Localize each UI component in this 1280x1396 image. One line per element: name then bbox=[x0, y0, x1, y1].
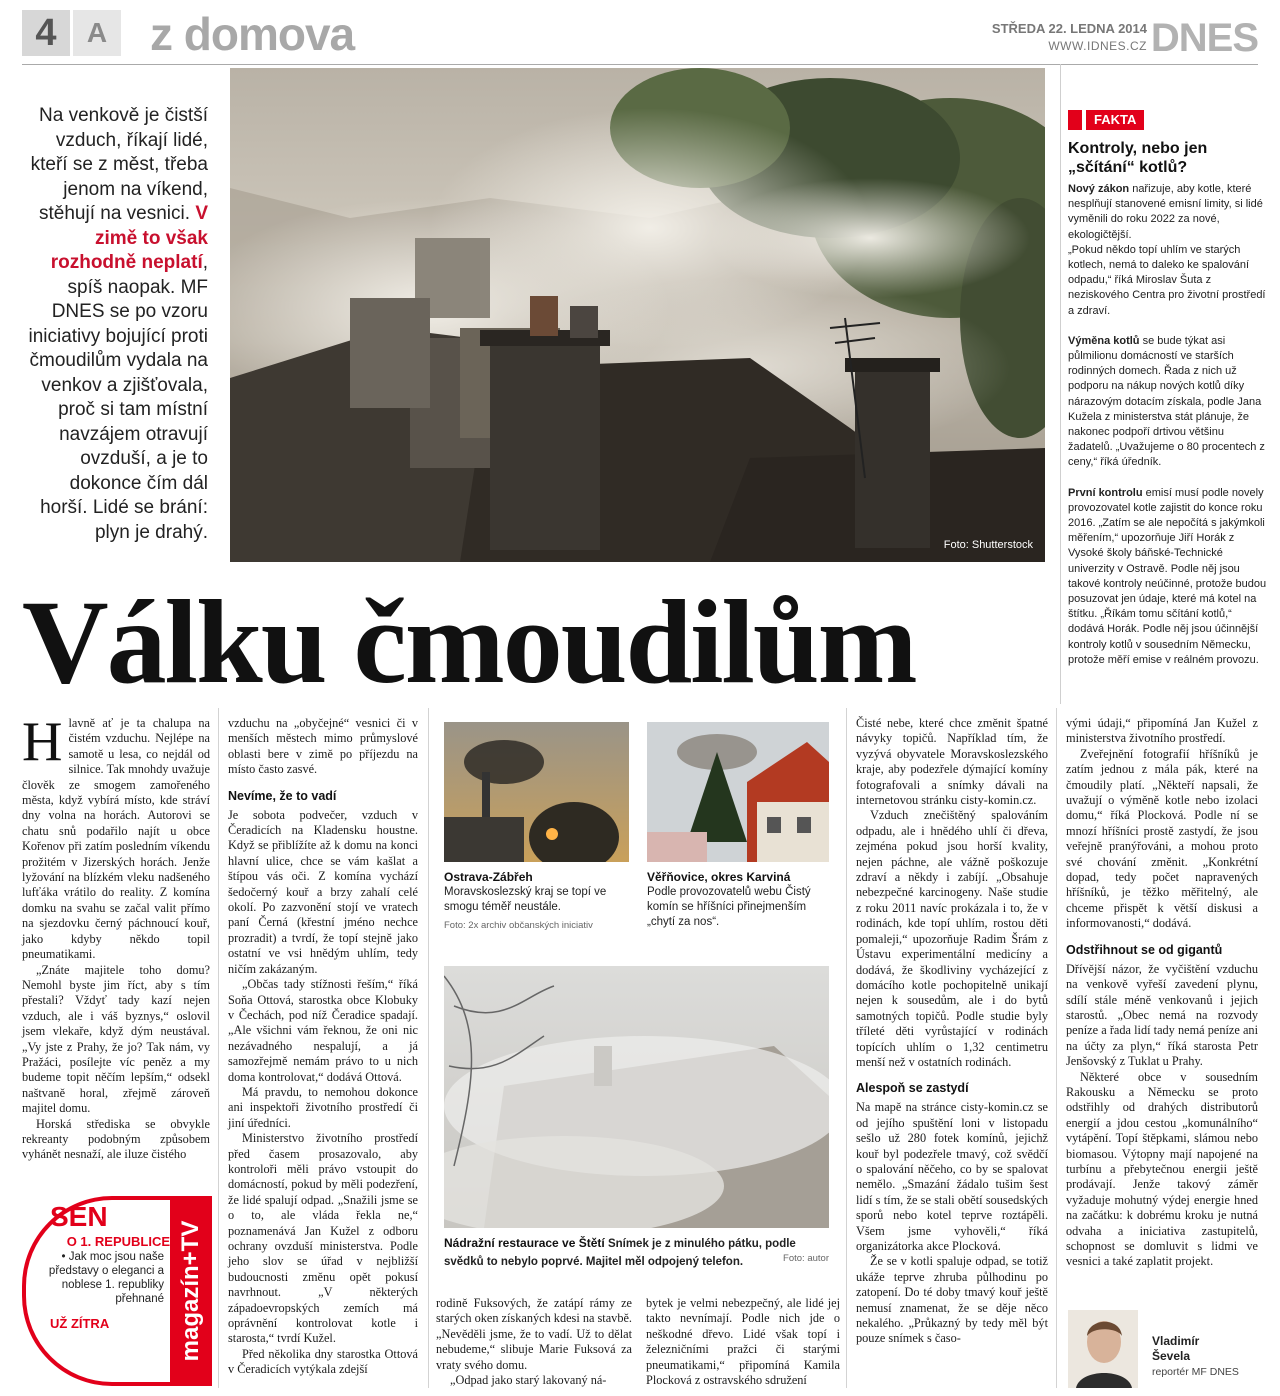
promo-tomorrow: UŽ ZÍTRA bbox=[50, 1316, 110, 1331]
article-paragraph: „Občas tady stížnosti řeším,“ říká Soňa Ottová, starostka obce Klobuky v Čechách, pod níž Čeradice spadají. „Ale všichni vám řeknou, že oni nic nezávadného nespalují, a já samozřejmě nemám právo to u nich doma kontrolovat,“ dodává Ottová. bbox=[228, 977, 418, 1084]
fakta-badge bbox=[1068, 110, 1144, 130]
lead-highlight: V zimě to však rozhodně neplatí bbox=[50, 203, 208, 273]
promo-text: • Jak moc jsou naše představy o eleganci a noblese 1. republiky přehnané bbox=[48, 1251, 164, 1305]
main-photo-credit: Foto: Shutterstock bbox=[943, 539, 1033, 551]
caption-text: Snímek je z minulého pátku, podle svědků to nebylo poprvé. Majitel měl odpojený telefon. bbox=[444, 1238, 796, 1268]
dnes-logo: DNES bbox=[1150, 16, 1258, 60]
article-paragraph: „Odpad jako starý lakovaný ná- bbox=[450, 1373, 607, 1388]
subheading: Nevíme, že to vadí bbox=[228, 788, 337, 803]
ostrava-smog-illustration bbox=[444, 722, 629, 862]
vernovice-house-illustration bbox=[647, 722, 829, 862]
article-paragraph: Před několika dny starostka Ottová v Čeradicích vytýkala zdejší bbox=[228, 1346, 418, 1377]
column-divider bbox=[218, 708, 219, 1388]
main-photo-chimneys bbox=[230, 68, 1045, 562]
issue-date: STŘEDA 22. LEDNA 2014 bbox=[991, 21, 1147, 36]
header-divider bbox=[22, 64, 1258, 65]
article-paragraph: Čisté nebe, které chce změnit špatné návyky topičů. Například tím, že vyzývá obyvatele Moravskoslezského kraje, aby podezřele dýmající komíny fotografovali a snímky dávali na internetovou stránku cisty-komin.cz. bbox=[856, 716, 1048, 808]
fakta-body bbox=[1068, 182, 1268, 683]
fakta-text: emisí musí podle novely provozovatel kotle zajistit do konce roku 2016. „Zatím se ale nepočítá s jakýmkoli měřením,“ upozorňuje Jiří Horák z Vysoké školy báňské-Technické univerzity v Ostravě. Podle něj jsou takové kontroly neúčinné, protože budou posuzovat jen údaje, které má kotel na štítku. „Říkám tomu sčítání kotlů,“ dodává Horák. Podle něj jsou účinnější kontroly kotlů v sousedním Německu, protože měří emise v reálném provozu. bbox=[1068, 486, 1267, 666]
caption-title: Ostrava-Zábřeh bbox=[444, 870, 533, 884]
caption-vernovice bbox=[647, 870, 832, 930]
fakta-text: se bude týkat asi půlmilionu domácností ve starších rodinných domech. Řada z nich už podporu na nákup nových kotlů díky nárazovým dotacím získala, podle Jana Kužela z ministerstva stát plánuje, že nakonec podpoří drtivou většinu žadatelů. „Uvažujeme o 80 procentech z ceny,“ říká úředník. bbox=[1068, 334, 1265, 469]
column-divider bbox=[1056, 708, 1057, 1388]
column-divider bbox=[428, 708, 429, 1388]
author-name bbox=[1152, 1334, 1199, 1364]
fakta-paragraph bbox=[1068, 486, 1268, 668]
subheading: Alespoň se zastydí bbox=[856, 1081, 969, 1096]
article-paragraph: bytek je velmi nebezpečný, ale lidé jej takto nevnímají. Podle nich jde o neškodné dřevo. Lidé však topí i železničními pražci či starými pneumatikami,“ připomíná Kamila Plocková z ostravského sdružení bbox=[646, 1296, 840, 1388]
author-portrait-illustration bbox=[1068, 1310, 1138, 1388]
fakta-text: nařizuje, aby kotle, které nesplňují stanovené emisní limity, si lidé vyměnili do roku 2022 za nové, ekologičtější. bbox=[1068, 183, 1263, 241]
article-lead bbox=[18, 104, 208, 545]
section-letter: A bbox=[73, 10, 121, 56]
fakta-title: Kontroly, nebo jen „sčítání“ kotlů? bbox=[1068, 140, 1208, 176]
lead-text: Na venkově je čistší vzduch, říkají lidé, kteří se z měst, třeba jenom na víkend, stěhují na vesnici. bbox=[30, 105, 208, 224]
article-paragraph: rodině Fuksových, že zatápí rámy ze starých oken získaných kdesi na stavbě. „Nevěděli jsme, že to vadí. Už to dělat nebudeme,“ slibuje Marie Fuksová za vraty svého domu. bbox=[436, 1296, 633, 1372]
caption-text: Moravskoslezský kraj se topí ve smogu téměř neustále. bbox=[444, 886, 607, 913]
caption-steti bbox=[444, 1234, 829, 1270]
article-paragraph: Zveřejnění fotografií hříšníků je zatím jednou z mála pák, které na čmoudily platí. „Někteří napsali, že uvažují o výměně kotle nebo izolaci domu,“ říká Plocková. Podle ní se mnozí hříšníci prostě zastydí, že jsou veřejně pranýřováni, a mohou proto své chování změnit. „Konkrétní dopad, tedy počet napravených hříšníků, je těžko měřitelný, ale chceme přispět k větší diskusi a informovanosti,“ dodává. bbox=[1066, 746, 1258, 931]
caption-credit: Foto: 2x archiv občanských iniciativ bbox=[444, 920, 593, 931]
article-paragraph: Má pravdu, to nemohou dokonce ani inspektoři životního prostředí či jiní úředníci. bbox=[228, 1084, 418, 1130]
chimneys-smoke-illustration bbox=[230, 68, 1045, 562]
magazine-promo[interactable] bbox=[20, 1194, 212, 1390]
headline: Válku čmoudilům bbox=[22, 575, 916, 708]
article-paragraph: Ministerstvo životního prostředí před časem prosazovalo, aby kontroloři měli právo vstoupit do domácností, pokud by měli podezření, že lidé spalují odpad. „Snažili jsme se o to, ale vláda řekla ne,“ poznamenává Jan Kužel z odboru ochrany ovzduší ministerstva. Podle jeho slov se úřad v nejbližší budoucnosti změnu opět pokusí navrhnout. „V některých západoevropských zemích má oprávnění kontrolovat kotle i starosta,“ tvrdí Kužel. bbox=[228, 1131, 418, 1346]
author-role: reportér MF DNES bbox=[1152, 1366, 1239, 1378]
magazine-brand bbox=[170, 1196, 212, 1386]
article-column-2 bbox=[228, 716, 418, 1378]
promo-subhead: O 1. REPUBLICE bbox=[66, 1234, 170, 1249]
fakta-square-icon bbox=[1068, 110, 1082, 130]
magazine-brand-label: magazín+TV bbox=[177, 1220, 204, 1362]
fakta-lead-word: Výměna kotlů bbox=[1068, 334, 1140, 347]
caption-credit: Foto: autor bbox=[783, 1253, 829, 1264]
caption-text: Podle provozovatelů webu Čistý komín se hříšníci přinejmenším „chytí za nos“. bbox=[647, 886, 811, 928]
fakta-label: FAKTA bbox=[1086, 110, 1144, 130]
paragraph-text: lavně ať je ta chalupa na čistém vzduchu. Nejlépe na samotě u lesa, co nejdál od silnice. Tak mnohdy uvažuje člověk ze smogem zamořeného města, když vybírá místo, kde stráví dny volna na horách. Autorovi se chatu snů podařilo najít u obce Kořenov při zatím posledním víkendu prožitém v Jizerských horách. Jenže lyžování na blízkém vleku nadšeného lufťáka vrátilo do reality. Z komína domku na svahu se začal valit přímo na sjezdovku černý páchnoucí kouř, jako kdyby někdo topil pneumatikami. bbox=[22, 716, 210, 962]
article-paragraph: vzduchu na „obyčejné“ vesnici či v menších městech mimo průmyslové oblasti bere v zimě po příjezdu na místo často zasvé. bbox=[228, 716, 418, 777]
article-paragraph: Některé obce v sousedním Rakousku a Německu se proto odstřihly od drahých distributorů energií a jdou cestou „komunálního“ vytápění. Topí štěpkami, slámou nebo biomasou. Výtopny mají napojené na turbínu a přebytečnou energii ještě prodávají. Jenže takový záměr vyžaduje mohutný výdej energie hned na začátku: k dobrému kroku je nutná odvaha a iniciativa zastupitelů, schopnost se domluvit s lidmi ve vesnici a také zaplatit projekt. bbox=[1066, 1069, 1258, 1269]
fakta-text: „Pokud někdo topí uhlím ve starých kotlech, nemá to daleko ke spalování odpadu,“ říká Miroslav Šuta z neziskového Centra pro životní prostředí a zdraví. bbox=[1068, 243, 1266, 317]
section-title: z domova bbox=[150, 8, 355, 60]
fakta-lead-word: První kontrolu bbox=[1068, 486, 1143, 499]
article-paragraph bbox=[22, 711, 210, 963]
author-first-name: Vladimír bbox=[1152, 1334, 1200, 1348]
author-last-name: Ševela bbox=[1152, 1349, 1191, 1363]
article-column-4 bbox=[646, 1296, 840, 1388]
author-avatar bbox=[1068, 1310, 1138, 1388]
article-paragraph: „Znáte majitele toho domu? Nemohl byste jim říct, aby s tím přestali? Vždyť tady kazí nejen vzduch, ale i váš byznys,“ oslovil jsem vlekaře, když dým neustával. „Vy jste z Prahy, že jo? Tak nám, vy Pražáci, posílejte víc peněz a my budeme topit něčím lepším,“ odsekl naštvaně horal, zřejmě zároveň majitel domu. bbox=[22, 962, 210, 1116]
photo-ostrava bbox=[444, 722, 629, 862]
caption-title: Nádražní restaurace ve Štětí bbox=[444, 1236, 605, 1250]
fakta-divider bbox=[1060, 64, 1061, 704]
article-column-1 bbox=[22, 711, 210, 1163]
article-column-5 bbox=[856, 716, 1048, 1347]
article-paragraph: Horská střediska se obvykle rekreanty podobným způsobem vyhánět nesnaží, ale iluze čistého bbox=[22, 1116, 210, 1162]
fakta-paragraph bbox=[1068, 334, 1268, 471]
article-paragraph: Že se v kotli spaluje odpad, se totiž ukáže teprve zhruba půlhodinu po zatopení. Do té doby tmavý kouř ještě nemusí znamenat, že se děje něco nekalého. „Průkazný by tedy měl být pouze snímek s časo- bbox=[856, 1254, 1048, 1346]
fakta-paragraph bbox=[1068, 182, 1268, 319]
page-number: 4 bbox=[22, 10, 70, 56]
photo-steti bbox=[444, 966, 829, 1228]
website-link[interactable]: WWW.IDNES.CZ bbox=[1048, 39, 1147, 53]
photo-vernovice bbox=[647, 722, 829, 862]
article-column-6 bbox=[1066, 716, 1258, 1270]
article-column-3 bbox=[436, 1296, 632, 1388]
article-paragraph: vými údaji,“ připomíná Jan Kužel z ministerstva životního prostředí. bbox=[1066, 716, 1258, 746]
article-paragraph: Vzduch znečištěný spalováním odpadu, ale i hnědého uhlí či dřeva, zejména pokud jsou horší kvality, nejen páchne, ale vážně poškozuje zdraví a někdy i zabíjí. „Obsahuje nebezpečné karcinogeny. Naše studie z roku 2011 navíc prokázala i to, že v rodinách, kde topí uhlím, rostou děti pomaleji,“ upozorňuje Radim Šrám z Ústavu experimentální medicíny a dodává, že škodliviny vycházející z domácího kotle pochopitelně unikají nejen k sousedům, ale i do bytů samotných topičů. Podle studie byly tříleté děti vyrůstající v rodinách topících uhlím o 1,32 centimetru menší než v ostatních rodinách. bbox=[856, 808, 1048, 1069]
caption-title: Věřňovice, okres Karviná bbox=[647, 870, 791, 884]
article-paragraph: Dřívější názor, že vyčištění vzduchu na venkově vyřeší zavedení plynu, sdílí stále méně venkovanů i jejich starostů. „Obec nemá na rozvody peníze a řada lidí tady nemá peníze ani na účty za plyn,“ říká starosta Petr Jenšovský z Tuklat u Prahy. bbox=[1066, 961, 1258, 1069]
steti-restaurant-illustration bbox=[444, 966, 829, 1228]
subheading: Odstřihnout se od gigantů bbox=[1066, 942, 1223, 957]
lead-text-continued: , spíš naopak. MF DNES se po vzoru iniciativy bojující proti čmoudilům vydala na venkov a zjišťovala, proč si tam místní navzájem otravují ovzduší, a je to dokonce čím dál horší. Lidé se brání: plyn je drahý. bbox=[28, 252, 208, 543]
article-paragraph: Na mapě na stránce cisty-komin.cz se od jejího spuštění loni v listopadu sešlo už 280 fotek komínů, jejichž kouř byl podezřele tmavý, což svědčí o spalování něčeho, co by se spalovat nemělo. „Smazání žádalo tušim šest lidí s tím, že se stali obětí sousedských sporů nebo kotel teprve roztápěli. Všem jsme vyhověli,“ říká organizátorka akce Plocková. bbox=[856, 1100, 1048, 1253]
caption-ostrava bbox=[444, 870, 624, 932]
article-paragraph: Je sobota podvečer, vzduch v Čeradicích na Kladensku houstne. Když se přiblížíte až k domu na konci hlavní ulice, chce se vám kašlat a štípou vás oči. Z komína vychází šedočerný kouř a brzy zahalí celé okolí. Po zazvonění stojí ve vratech paní Černá (křestní jméno nechce prozradit) a tvrdí, že topí stejně jako ostatní ve vsi hnědým uhlím, tedy ničím zakázaným. bbox=[228, 807, 418, 976]
fakta-lead-word: Nový zákon bbox=[1068, 183, 1130, 195]
promo-headline: SEN bbox=[50, 1201, 108, 1232]
drop-cap: H bbox=[22, 711, 63, 773]
column-divider bbox=[846, 708, 847, 1388]
